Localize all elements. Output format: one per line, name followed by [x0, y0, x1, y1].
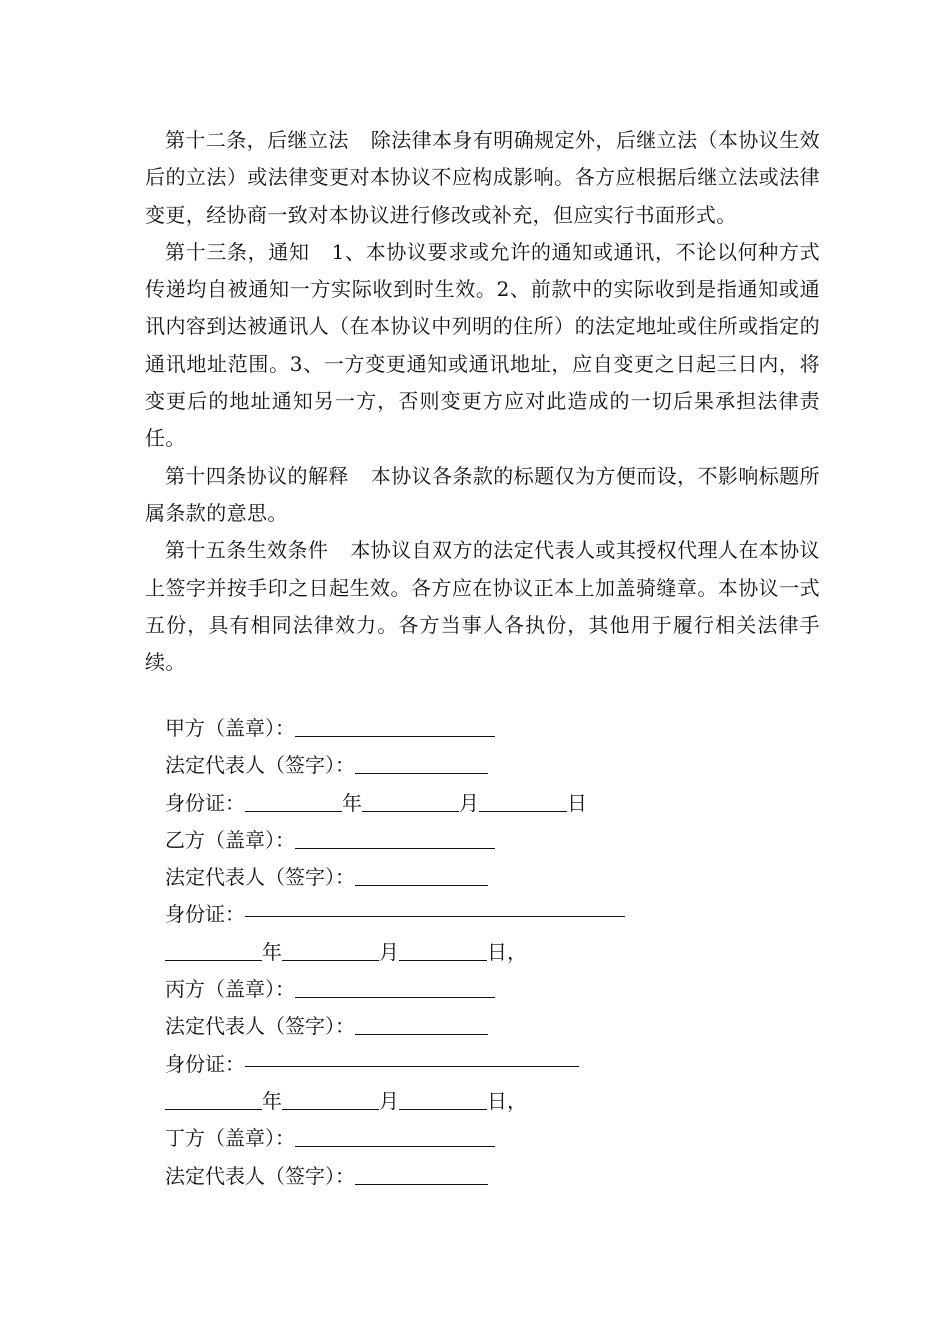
id-card-dash-line [245, 1054, 579, 1067]
article-13 [145, 234, 820, 458]
month-label: 月 [379, 1088, 399, 1113]
legal-rep-label: 法定代表人（签字）： [165, 865, 355, 890]
article-title: 第十五条生效条件 [165, 538, 329, 563]
party-b-seal-line [165, 822, 825, 859]
id-card-label: 身份证： [165, 790, 245, 815]
id-card-label: 身份证： [165, 902, 245, 927]
year-blank [165, 1091, 262, 1110]
article-text: 1、本协议要求或允许的通知或通讯，不论以何种方式传递均自被通知一方实际收到时生效。2、前款中的实际收到是指通知或通讯内容到达被通讯人（在本协议中列明的住所）的法定地址或住所或指定的通讯地址范围。3、一方变更通知或通讯地址，应自变更之日起三日内，将变更后的地址通知另一方，否则变更方应对此造成的一切后果承担法律责任。 [145, 239, 820, 451]
month-label: 月 [379, 939, 399, 964]
year-blank [165, 942, 262, 961]
day-label: 日， [487, 1088, 527, 1113]
article-title: 第十四条协议的解释 [165, 463, 349, 488]
legal-rep-blank [355, 755, 488, 774]
legal-rep-label: 法定代表人（签字）： [165, 1014, 355, 1039]
party-b-date-line [165, 934, 825, 971]
article-title: 第十二条，后继立法 [165, 128, 349, 152]
party-c-seal-line [165, 971, 825, 1008]
party-b-blank [295, 830, 495, 849]
party-c-rep-line [165, 1008, 825, 1045]
year-blank [245, 793, 342, 812]
article-title: 第十三条，通知 [165, 239, 310, 264]
legal-rep-blank [355, 867, 488, 886]
article-14 [145, 458, 820, 533]
party-c-id-line [165, 1046, 825, 1083]
month-blank [362, 793, 459, 812]
day-label: 日， [487, 939, 527, 964]
month-blank [282, 1091, 379, 1110]
year-label: 年 [342, 790, 362, 815]
party-a-seal-line [165, 710, 825, 747]
party-a-id-line [165, 785, 825, 822]
party-a-label: 甲方（盖章）： [165, 716, 295, 740]
signature-block [165, 710, 825, 1195]
day-label: 日 [567, 790, 587, 815]
party-b-label: 乙方（盖章）： [165, 827, 295, 852]
month-label: 月 [459, 790, 479, 815]
article-text: 本协议自双方的法定代表人或其授权代理人在本协议上签字并按手印之日起生效。各方应在协议正本上加盖骑缝章。本协议一式五份，具有相同法律效力。各方当事人各执份，其他用于履行相关法律手续。 [145, 538, 820, 675]
article-text: 本协议各条款的标题仅为方便而设，不影响标题所属条款的意思。 [145, 463, 820, 525]
year-label: 年 [262, 939, 282, 964]
party-b-id-line [165, 896, 825, 933]
party-d-label: 丁方（盖章）： [165, 1126, 295, 1151]
party-a-blank [295, 718, 495, 737]
party-c-blank [295, 979, 495, 998]
party-d-blank [295, 1128, 495, 1147]
legal-rep-blank [355, 1166, 488, 1185]
party-d-seal-line [165, 1120, 825, 1157]
party-a-rep-line [165, 747, 825, 784]
article-12 [145, 122, 820, 234]
legal-rep-label: 法定代表人（签字）： [165, 753, 355, 778]
legal-rep-blank [355, 1016, 488, 1035]
party-d-rep-line [165, 1158, 825, 1195]
year-label: 年 [262, 1088, 282, 1113]
day-blank [399, 942, 487, 961]
document-body [145, 122, 820, 681]
article-15 [145, 532, 820, 681]
article-text: 除法律本身有明确规定外，后继立法（本协议生效后的立法）或法律变更对本协议不应构成影响。各方应根据后继立法或法律变更，经协商一致对本协议进行修改或补充，但应实行书面形式。 [145, 128, 820, 227]
legal-rep-label: 法定代表人（签字）： [165, 1163, 355, 1188]
id-card-label: 身份证： [165, 1051, 245, 1076]
month-blank [282, 942, 379, 961]
party-c-date-line [165, 1083, 825, 1120]
day-blank [479, 793, 567, 812]
party-c-label: 丙方（盖章）： [165, 977, 295, 1002]
party-b-rep-line [165, 859, 825, 896]
day-blank [399, 1091, 487, 1110]
id-card-dash-line [245, 904, 625, 917]
